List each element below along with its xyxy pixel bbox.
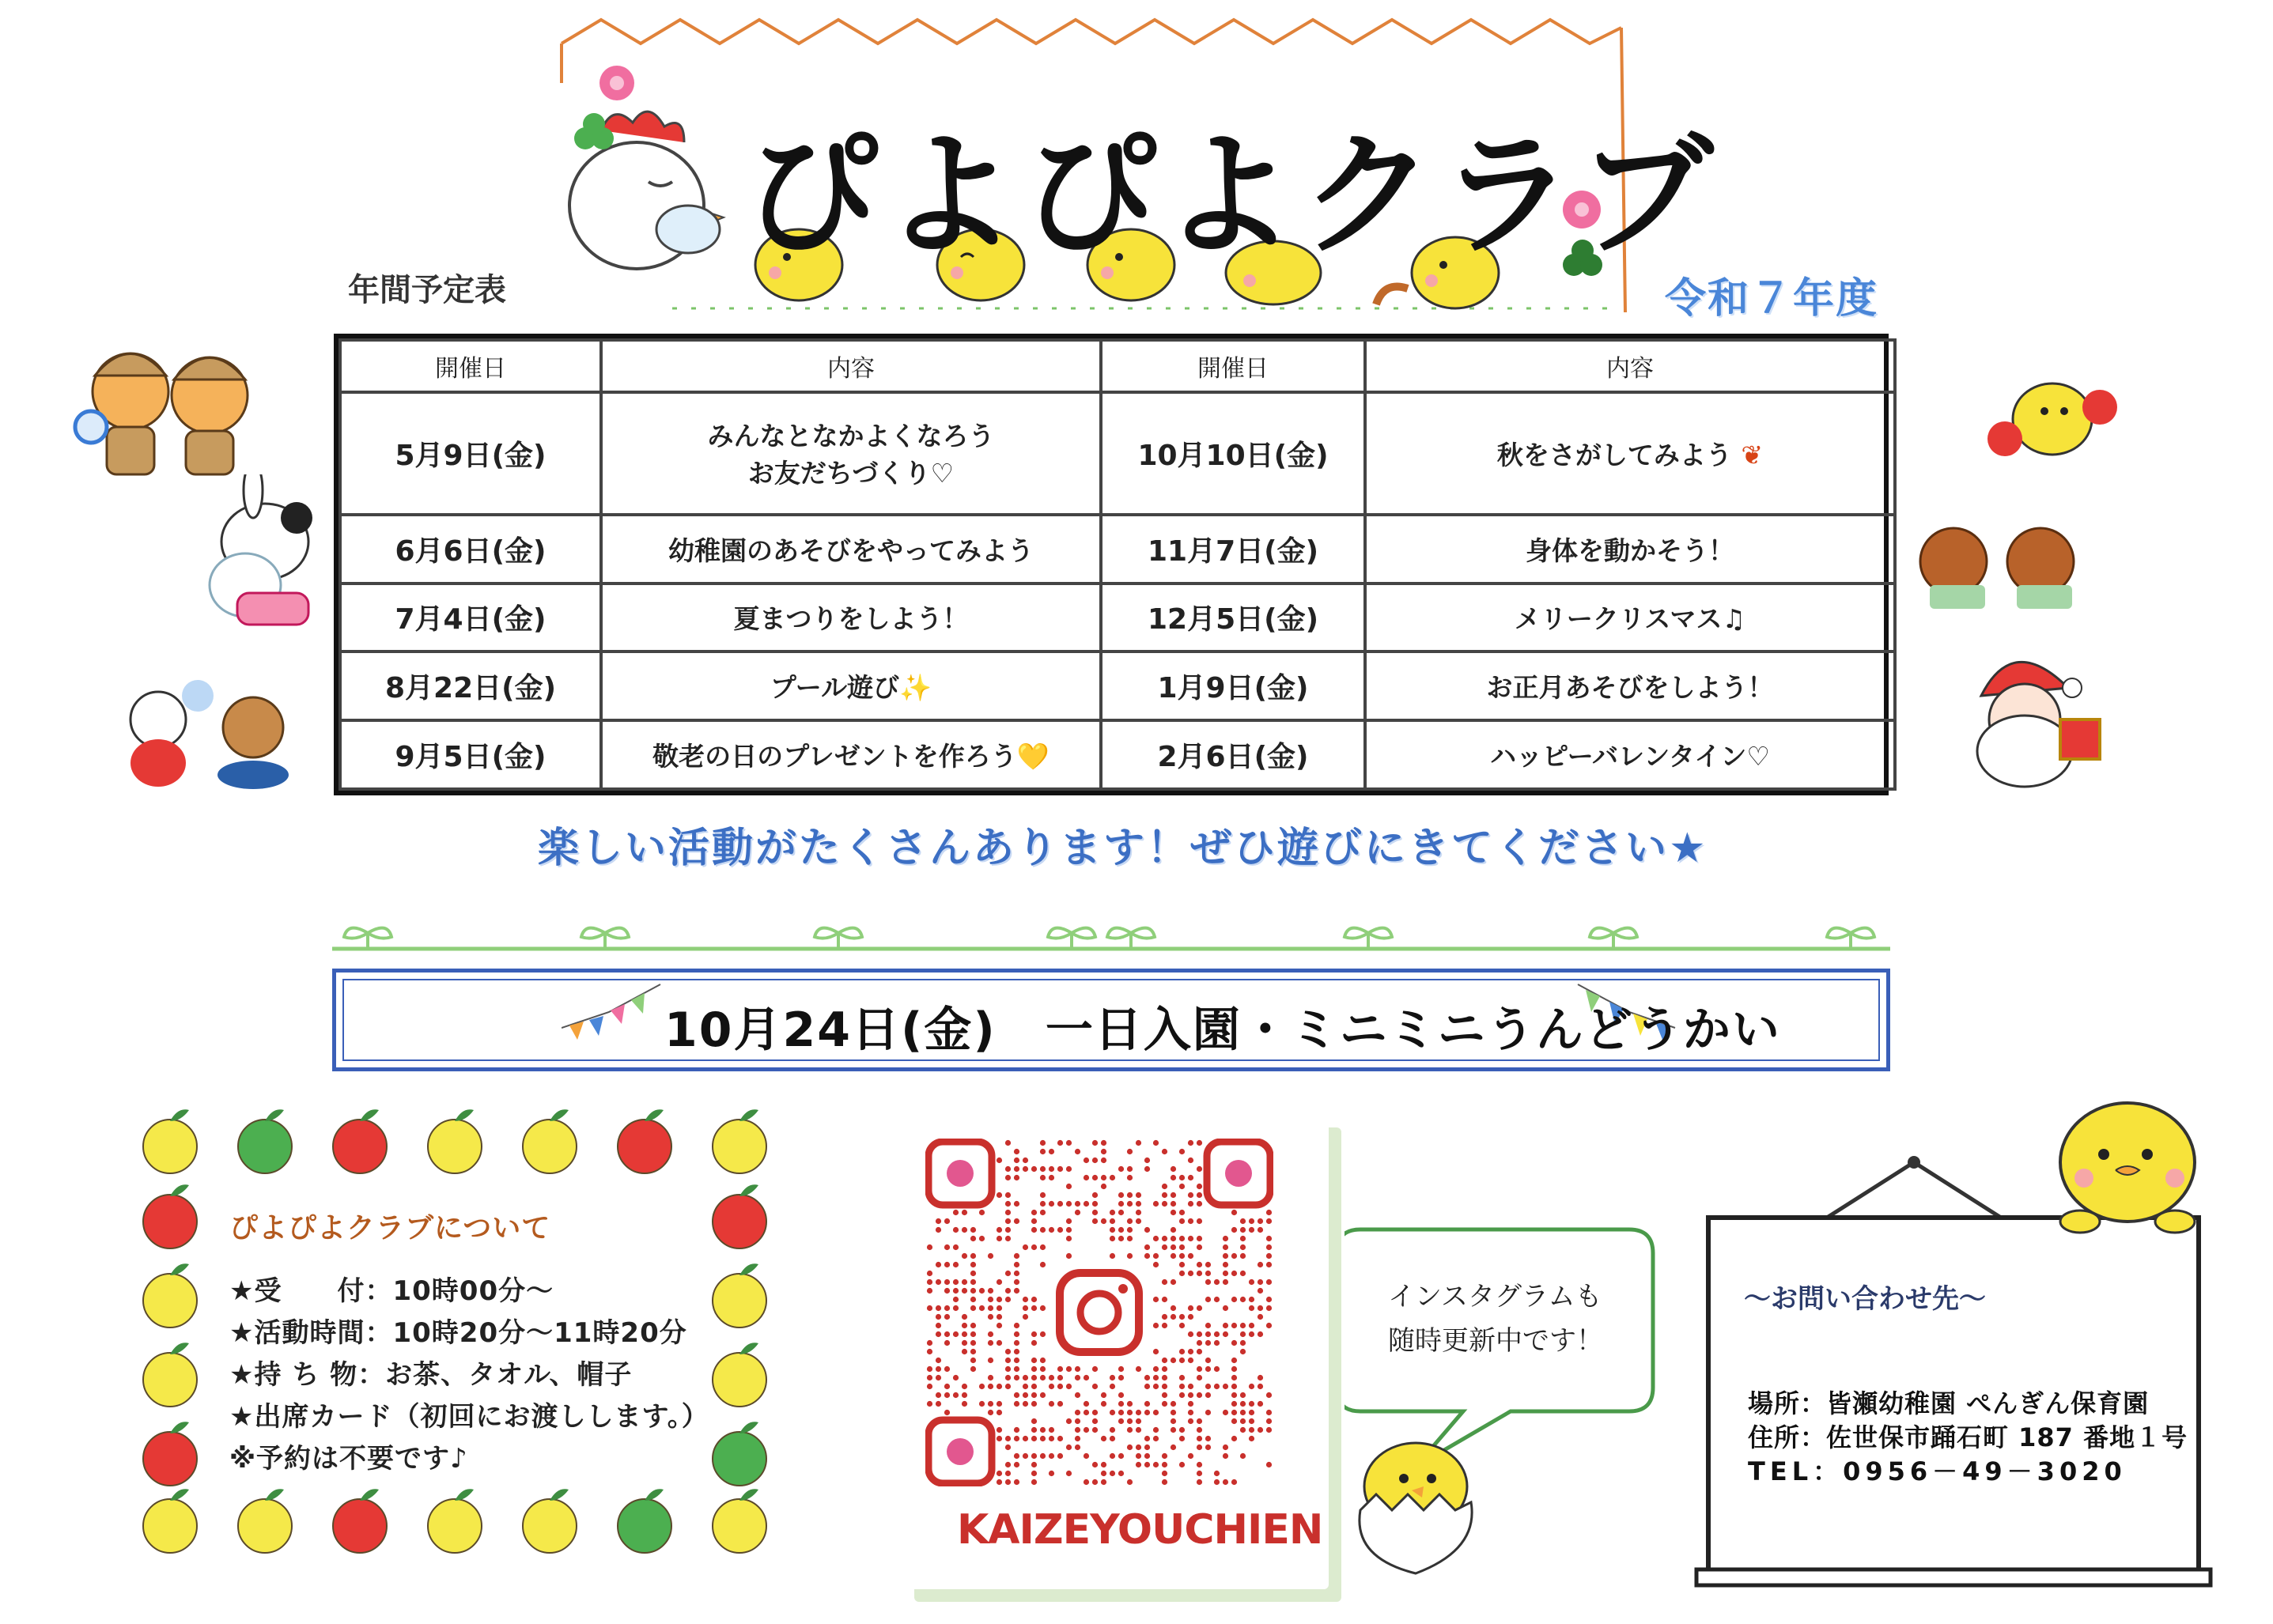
special-event-text: 10月24日(金) 一日入園・ミニミニうんどうかい [664,1003,1781,1058]
apple-icon [618,1489,671,1553]
apple-icon [713,1109,766,1173]
event-date: 10月10日(金) [1101,392,1365,515]
apple-icon [143,1109,197,1173]
contact-phone: TEL：0956－49－3020 [1748,1456,2127,1486]
bubble-text: インスタグラムも [1388,1281,1602,1312]
event-date: 9月5日(金) [340,720,601,789]
apple-icon [523,1109,577,1173]
column-header: 開催日 [1101,340,1365,392]
apple-icon [238,1109,292,1173]
event-content: ハッピーバレンタイン♡ [1365,720,1895,789]
apple-icon [143,1263,197,1328]
contact-board [1685,1091,2222,1597]
table-row [340,584,1895,652]
event-date: 2月6日(金) [1101,720,1365,789]
apple-icon [713,1489,766,1553]
event-content: お正月あそびをしよう！ [1365,651,1895,720]
apple-icon [143,1489,197,1553]
tagline: 楽しい活動がたくさんあります！ぜひ遊びにきてください★ [538,825,1708,872]
apple-icon [428,1109,482,1173]
apple-icon [238,1489,292,1553]
event-date: 5月9日(金) [340,392,601,515]
club-info-line: ★受 付：10時00分～ [229,1275,554,1307]
column-header: 開催日 [340,340,601,392]
event-content: 身体を動かそう！ [1365,515,1895,584]
table-row [340,651,1895,720]
apple-icon [713,1422,766,1486]
event-content: メリークリスマス♫ [1365,584,1895,652]
apple-icon [428,1489,482,1553]
club-info-line: ★出席カード（初回にお渡しします。） [229,1401,709,1433]
instagram-icon [1207,1142,1270,1205]
column-header: 内容 [1365,340,1895,392]
sprout-divider [332,901,1890,965]
event-content: 秋をさがしてみよう ❦ [1365,392,1895,515]
table-header-row [340,340,1895,392]
schedule-table [334,334,1889,795]
event-content: みんなとなかよくなろう お友だちづくり♡ [601,392,1101,515]
chick-icon [1345,1423,1503,1581]
table-row [340,720,1895,789]
contact-title: ～お問い合わせ先～ [1744,1283,1986,1315]
chick-icon [1981,360,2124,470]
event-date: 1月9日(金) [1101,651,1365,720]
club-info-note: ※予約は不要です♪ [229,1443,468,1475]
column-header: 内容 [601,340,1101,392]
chick-icon [2060,1103,2195,1233]
bunting-icon [562,980,664,1052]
leaf-icon: ❦ [1741,439,1764,470]
club-info-title: ぴよぴよクラブについて [229,1212,551,1244]
apple-icon [143,1422,197,1486]
apple-icon [333,1489,387,1553]
event-date: 7月4日(金) [340,584,601,652]
bubble-text: 随時更新中です！ [1388,1325,1603,1357]
annual-schedule-label: 年間予定表 [348,272,506,308]
apple-icon [713,1263,766,1328]
page-title: ぴよぴよクラブ [743,118,1719,274]
event-content: 幼稚園のあそびをやってみよう [601,515,1101,584]
apple-icon [143,1184,197,1248]
contact-place: 場所：皆瀬幼稚園 ぺんぎん保育園 [1748,1388,2150,1418]
club-info-line: ★活動時間：10時20分～11時20分 [229,1317,687,1349]
fiscal-year-label: 令和７年度 [1665,275,1879,323]
event-date: 6月6日(金) [340,515,601,584]
apple-icon [333,1109,387,1173]
club-info-line: ★持 ち 物：お茶、タオル、帽子 [229,1359,633,1391]
apple-icon [618,1109,671,1173]
contact-address: 住所：佐世保市踊石町 187 番地１号 [1748,1422,2188,1452]
table-row [340,392,1895,515]
apple-icon [713,1343,766,1407]
event-date: 11月7日(金) [1101,515,1365,584]
event-date: 12月5日(金) [1101,584,1365,652]
table-row [340,515,1895,584]
apple-icon [143,1343,197,1407]
santa-icon [1950,640,2108,799]
event-content: プール遊び✨ [601,651,1101,720]
flower-icon [599,66,634,100]
rabbit-icon [190,474,332,633]
instagram-icon [928,1420,992,1483]
qr-code[interactable] [925,1139,1273,1486]
event-content: 敬老の日のプレゼントを作ろう💛 [601,720,1101,789]
bear-icon [71,332,277,490]
instagram-account: KAIZEYOUCHIEN [957,1506,1323,1554]
squirrel-icon [1906,506,2096,625]
apple-icon [523,1489,577,1553]
rabbit-icon [111,664,308,799]
instagram-icon [928,1142,992,1205]
apple-icon [713,1184,766,1248]
instagram-icon [1060,1273,1139,1352]
event-date: 8月22日(金) [340,651,601,720]
event-content: 夏まつりをしよう！ [601,584,1101,652]
